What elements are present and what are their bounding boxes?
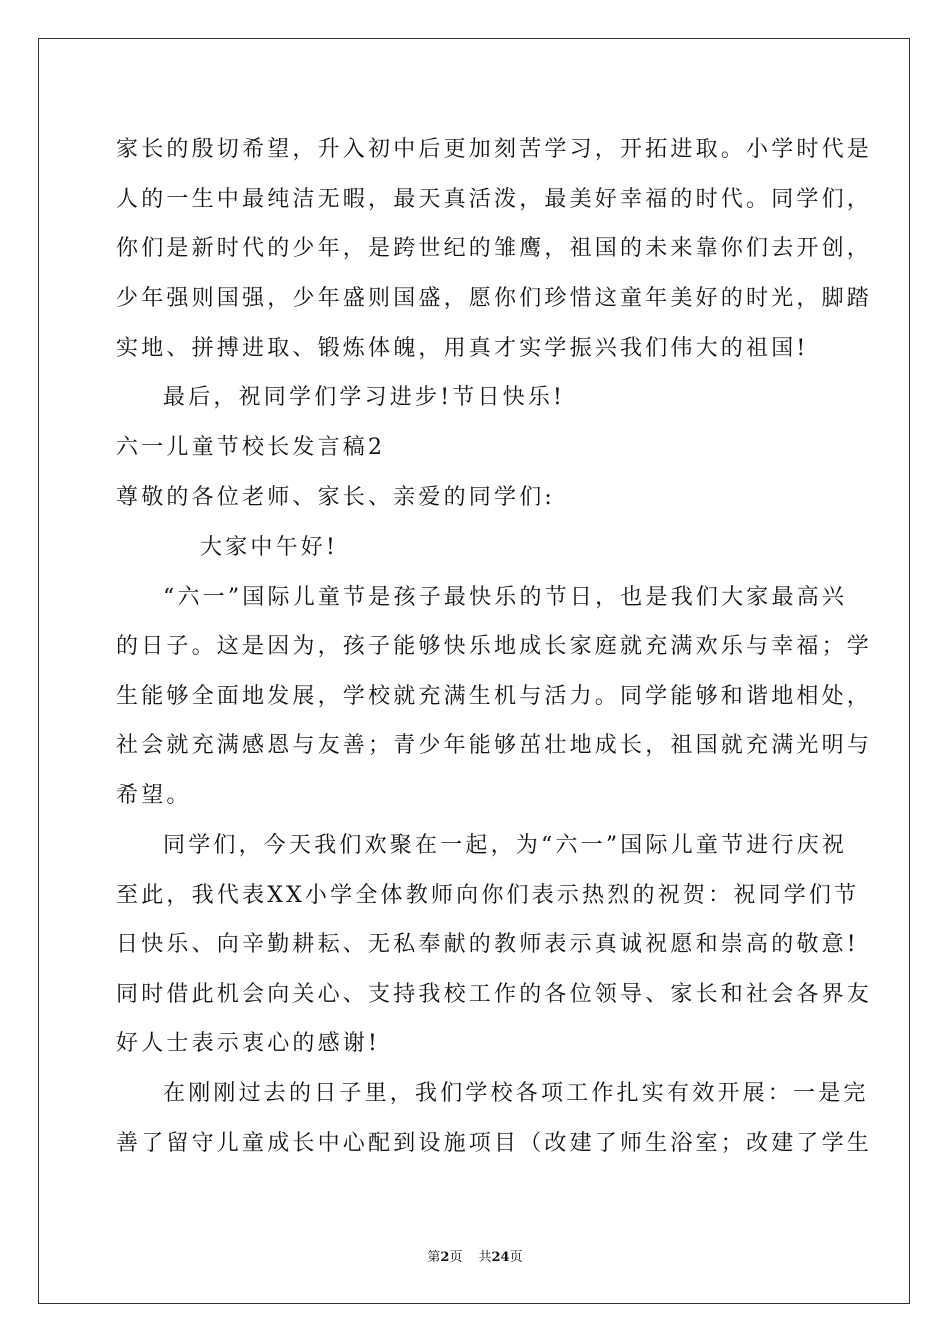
page-border (38, 38, 910, 1304)
body-line: 好人士表示衷心的感谢! (116, 1031, 381, 1056)
section-title: 六一儿童节校长发言稿2 (116, 435, 386, 460)
body-line: 实地、拼搏进取、锻炼体魄，用真才实学振兴我们伟大的祖国! (116, 336, 809, 361)
body-line: 同时借此机会向关心、支持我校工作的各位领导、家长和社会各界友 (116, 982, 873, 1007)
body-line: 同学们，今天我们欢聚在一起，为“六一”国际儿童节进行庆祝 (163, 833, 848, 858)
body-line: 日快乐、向辛勤耕耘、无私奉献的教师表示真诚祝愿和崇高的敬意! (116, 932, 859, 957)
body-line: 在刚刚过去的日子里，我们学校各项工作扎实有效开展：一是完 (163, 1081, 869, 1106)
total-suffix: 页 (509, 1250, 523, 1265)
body-line: 社会就充满感恩与友善；青少年能够茁壮地成长，祖国就充满光明与 (116, 733, 873, 758)
body-line: 少年强则国强，少年盛则国盛，愿你们珍惜这童年美好的时光，脚踏 (116, 286, 873, 311)
body-line: 希望。 (116, 783, 192, 808)
total-pages: 24 (491, 1250, 510, 1265)
body-line: 最后，祝同学们学习进步!节日快乐! (163, 385, 566, 410)
body-line: “六一”国际儿童节是孩子最快乐的节日，也是我们大家最高兴 (163, 585, 848, 610)
salutation: 尊敬的各位老师、家长、亲爱的同学们: (116, 485, 556, 510)
page-footer (0, 1249, 950, 1267)
body-line: 生能够全面地发展，学校就充满生机与活力。同学能够和谐地相处， (116, 684, 873, 709)
page-suffix: 页 (449, 1250, 463, 1265)
page-prefix: 第 (427, 1250, 441, 1265)
page-number: 2 (440, 1250, 450, 1265)
body-line: 至此，我代表XX小学全体教师向你们表示热烈的祝贺：祝同学们节 (116, 883, 860, 908)
greeting: 大家中午好! (200, 535, 339, 560)
body-line: 人的一生中最纯洁无暇，最天真活泼，最美好幸福的时代。同学们， (116, 187, 873, 212)
body-line: 家长的殷切希望，升入初中后更加刻苦学习，开拓进取。小学时代是 (116, 137, 873, 162)
body-line: 善了留守儿童成长中心配到设施项目（改建了师生浴室；改建了学生 (116, 1131, 873, 1156)
body-line: 的日子。这是因为，孩子能够快乐地成长家庭就充满欢乐与幸福；学 (116, 634, 873, 659)
body-line: 你们是新时代的少年，是跨世纪的雏鹰，祖国的未来靠你们去开创， (116, 236, 873, 261)
total-prefix: 共 (478, 1250, 492, 1265)
